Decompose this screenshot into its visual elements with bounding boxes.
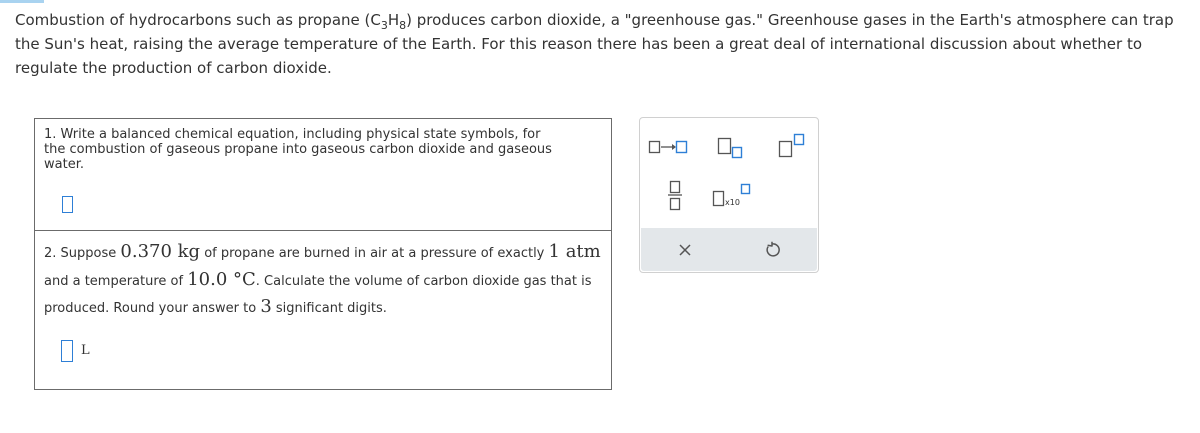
mass-unit: kg — [171, 241, 201, 262]
fraction-icon — [665, 178, 685, 212]
subscript-8: 8 — [399, 19, 407, 32]
volume-answer-input[interactable] — [61, 340, 73, 362]
problem-intro — [15, 8, 1190, 80]
reaction-arrow-button[interactable] — [646, 135, 690, 159]
temperature-value: 10.0 — [187, 268, 228, 290]
question-1 — [35, 119, 611, 231]
question-2 — [35, 231, 611, 389]
fraction-button[interactable] — [662, 176, 688, 214]
undo-icon — [763, 241, 781, 259]
q2-text-1: 2. Suppose — [44, 246, 121, 261]
clear-button[interactable] — [671, 236, 699, 264]
mass-value: 0.370 — [120, 241, 172, 262]
q2-text-4: . Calculate the volume of carbon dioxide gas that is produced. Round your answer to — [44, 273, 592, 316]
math-toolbar — [639, 117, 819, 273]
superscript-button[interactable] — [774, 131, 810, 161]
sig-digits-value: 3 — [260, 296, 272, 317]
temperature-unit: °C — [227, 268, 256, 290]
subscript-3: 3 — [380, 19, 388, 32]
question-2-text — [44, 239, 604, 322]
equation-answer-input[interactable] — [62, 196, 73, 213]
superscript-icon — [776, 132, 808, 160]
undo-button[interactable] — [758, 236, 786, 264]
question-1-text: 1. Write a balanced chemical equation, including physical state symbols, for the combustion of gaseous propane into gaseous carbon dioxide and gaseous water. — [44, 127, 552, 172]
q2-text-3: and a temperature of — [44, 273, 188, 289]
subscript-button[interactable] — [712, 131, 748, 161]
intro-h: H — [387, 11, 400, 29]
subscript-icon — [714, 132, 746, 160]
x10-text: x10 — [725, 198, 740, 207]
q2-text-5: significant digits. — [271, 301, 387, 316]
toolbar-action-bar — [641, 228, 817, 271]
reaction-arrow-icon — [648, 139, 688, 155]
intro-text-2: ) produces carbon dioxide, a "greenhouse gas." Greenhouse gases in the Earth's atmosphere can trap the Sun's heat, raising the average temperature of the Earth. For this reason there has been a great deal of international discussion about whether to regulate the production of carbon dioxide. — [15, 11, 1174, 77]
question-box — [34, 118, 612, 390]
scientific-notation-button[interactable] — [710, 182, 754, 212]
scientific-notation-icon — [710, 182, 754, 212]
volume-unit-label: L — [81, 343, 90, 358]
pressure-unit: atm — [559, 241, 601, 262]
close-icon — [677, 242, 693, 258]
pressure-value: 1 — [548, 241, 560, 262]
top-accent-bar — [0, 0, 44, 3]
q2-text-2: of propane are burned in air at a pressure of exactly — [200, 246, 549, 261]
intro-text-1: Combustion of hydrocarbons such as propane (C — [15, 11, 381, 29]
